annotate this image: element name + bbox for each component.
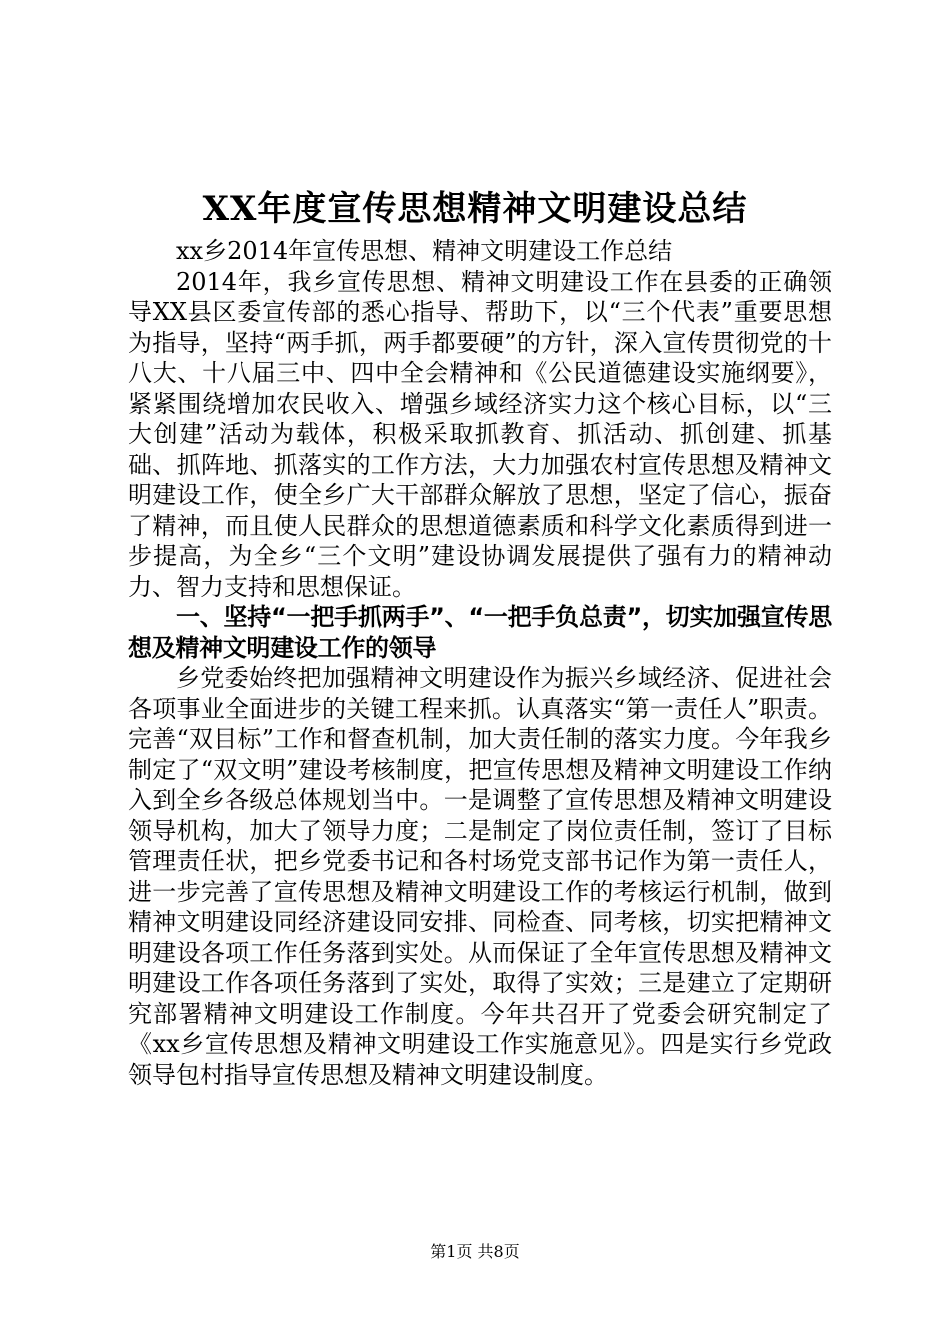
subtitle-paragraph: xx乡2014年宣传思想、精神文明建设工作总结 [176, 237, 673, 265]
section-paragraph: 乡党委始终把加强精神文明建设作为振兴乡域经济、促进社会各项事业全面进步的关键工程来抓。认真落实“第一责任人”职责。完善“双目标”工作和督查机制，加大责任制的落实力度。今年我乡制定了“双文明”建设考核制度，把宣传思想及精神文明建设工作纳入到全乡各级总体规划当中。一是调整了宣传思想及精神文明建设领导机构，加大了领导力度；二是制定了岗位责任制，签订了目标管理责任状，把乡党委书记和各村场党支部书记作为第一责任人，进一步完善了宣传思想及精神文明建设工作的考核运行机制，做到精神文明建设同经济建设同安排、同检查、同考核，切实把精神文明建设各项工作任务落到实处。从而保证了全年宣传思想及精神文明建设工作各项任务落到了实处，取得了实效；三是建立了定期研究部署精神文明建设工作制度。今年共召开了党委会研究制定了《xx乡宣传思想及精神文明建设工作实施意见》。四是实行乡党政领导包村指导宣传思想及精神文明建设制度。 [128, 664, 832, 1089]
section-heading: 一、坚持“一把手抓两手”、“一把手负总责”，切实加强宣传思想及精神文明建设工作的领导 [128, 603, 832, 662]
page-number: 第1页 共8页 [430, 1242, 520, 1261]
intro-paragraph: 2014年，我乡宣传思想、精神文明建设工作在县委的正确领导XX县区委宣传部的悉心指导、帮助下，以“三个代表”重要思想为指导，坚持“两手抓，两手都要硬”的方针，深入宣传贯彻党的十八大、十八届三中、四中全会精神和《公民道德建设实施纲要》，紧紧围绕增加农民收入、增强乡域经济实力这个核心目标，以“三大创建”活动为载体，积极采取抓教育、抓活动、抓创建、抓基础、抓阵地、抓落实的工作方法，大力加强农村宣传思想及精神文明建设工作，使全乡广大干部群众解放了思想，坚定了信心，振奋了精神，而且使人民群众的思想道德素质和科学文化素质得到进一步提高，为全乡“三个文明”建设协调发展提供了强有力的精神动力、智力支持和思想保证。 [128, 267, 832, 601]
document-body [128, 236, 832, 1090]
document-title: XX年度宣传思想精神文明建设总结 [202, 189, 748, 229]
